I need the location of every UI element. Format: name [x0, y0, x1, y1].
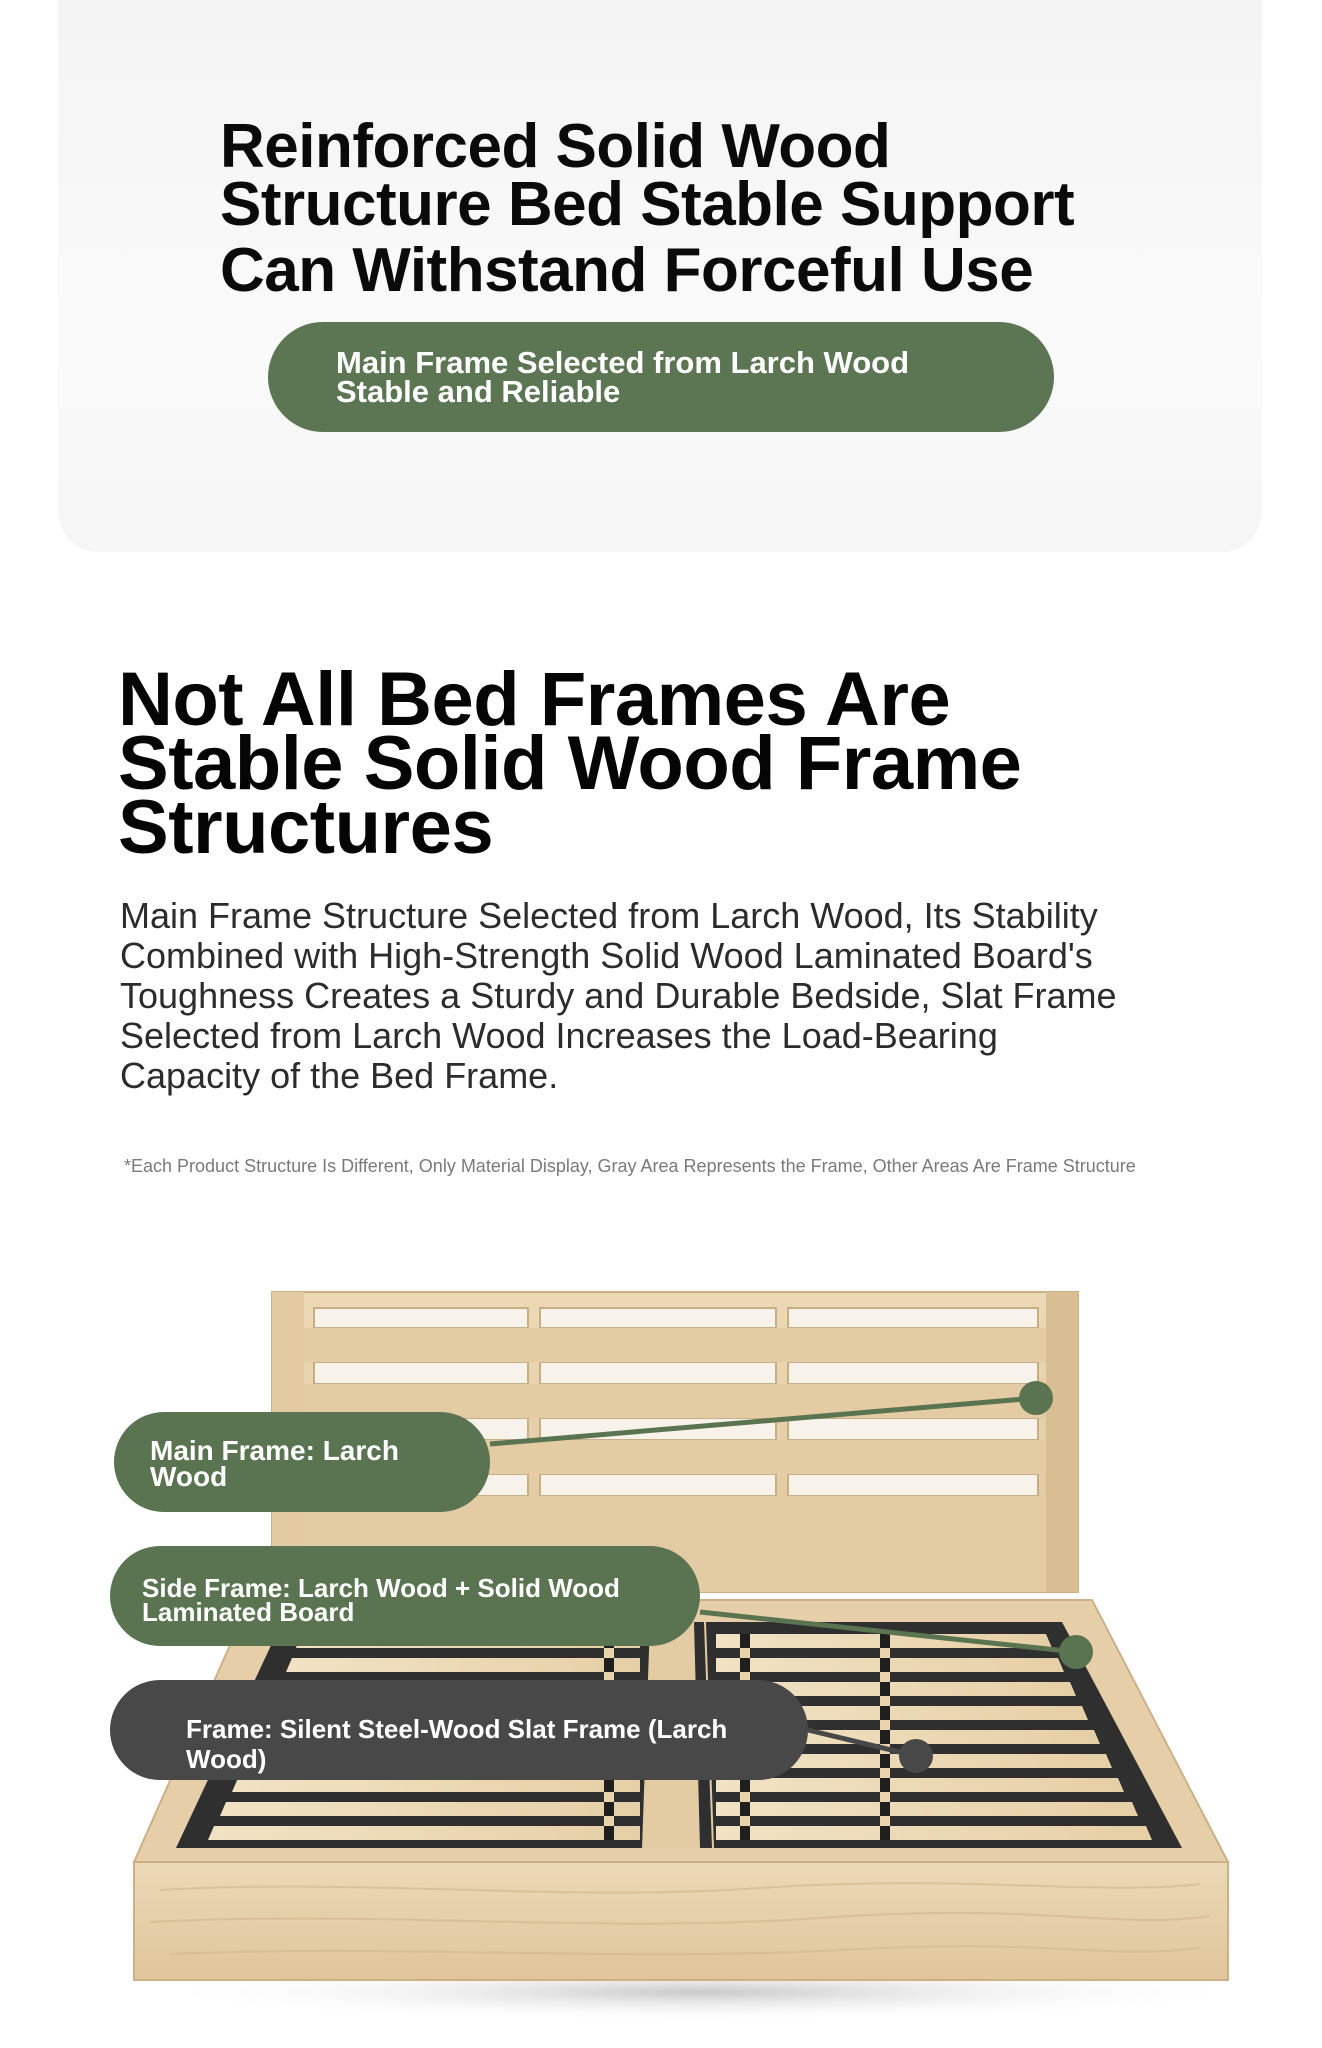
- hero-pill-line: Main Frame Selected from Larch Wood: [336, 345, 910, 380]
- slat-frame-callout: [110, 1680, 808, 1780]
- bed-illustration: [0, 1250, 1322, 2048]
- headboard-post-right: [1046, 1292, 1078, 1592]
- hero-headline-line: Structure Bed Stable Support: [220, 170, 1075, 239]
- description-line: Selected from Larch Wood Increases the Load-Bearing: [120, 1015, 998, 1056]
- main-frame-callout-line: Main Frame: Larch: [150, 1435, 399, 1466]
- side-frame-callout-line: Laminated Board: [142, 1597, 355, 1627]
- slat-frame-dot: [899, 1739, 933, 1773]
- slat-frame-callout-text: Frame: Silent Steel-Wood Slat Frame (Larch Wood): [186, 1714, 728, 1774]
- description-line: Capacity of the Bed Frame.: [120, 1055, 559, 1096]
- hero-headline-line: Can Withstand Forceful Use: [220, 236, 1034, 305]
- side-frame-callout-line: Side Frame: Larch Wood + Solid Wood: [142, 1573, 620, 1603]
- section-title-line: Not All Bed Frames Are: [118, 657, 951, 742]
- hero-pill-line: Stable and Reliable: [336, 374, 621, 409]
- hero-headline: [220, 112, 1120, 305]
- hero-headline-line: Reinforced Solid Wood: [220, 112, 891, 181]
- main-frame-callout: [114, 1412, 490, 1512]
- front-rail: [134, 1862, 1228, 1980]
- side-frame-dot: [1059, 1635, 1093, 1669]
- bed-frame-graphic: [0, 1250, 1322, 2048]
- section-title: [118, 657, 1218, 870]
- side-frame-callout: [110, 1546, 700, 1646]
- section-description: [120, 896, 1200, 1096]
- main-frame-dot: [1019, 1381, 1053, 1415]
- description-line: Main Frame Structure Selected from Larch Wood, Its Stability: [120, 895, 1098, 936]
- main-frame-callout-line: Wood: [150, 1461, 228, 1492]
- hero-feature-pill: [268, 322, 1054, 432]
- footnote: *Each Product Structure Is Different, Only Material Display, Gray Area Represents the Frame, Other Areas Are Frame Structure: [124, 1156, 1136, 1176]
- description-line: Combined with High-Strength Solid Wood Laminated Board's: [120, 935, 1093, 976]
- section-title-line: Stable Solid Wood Frame: [118, 721, 1022, 806]
- section-title-line: Structures: [118, 785, 494, 870]
- description-line: Toughness Creates a Sturdy and Durable Bedside, Slat Frame: [120, 975, 1117, 1016]
